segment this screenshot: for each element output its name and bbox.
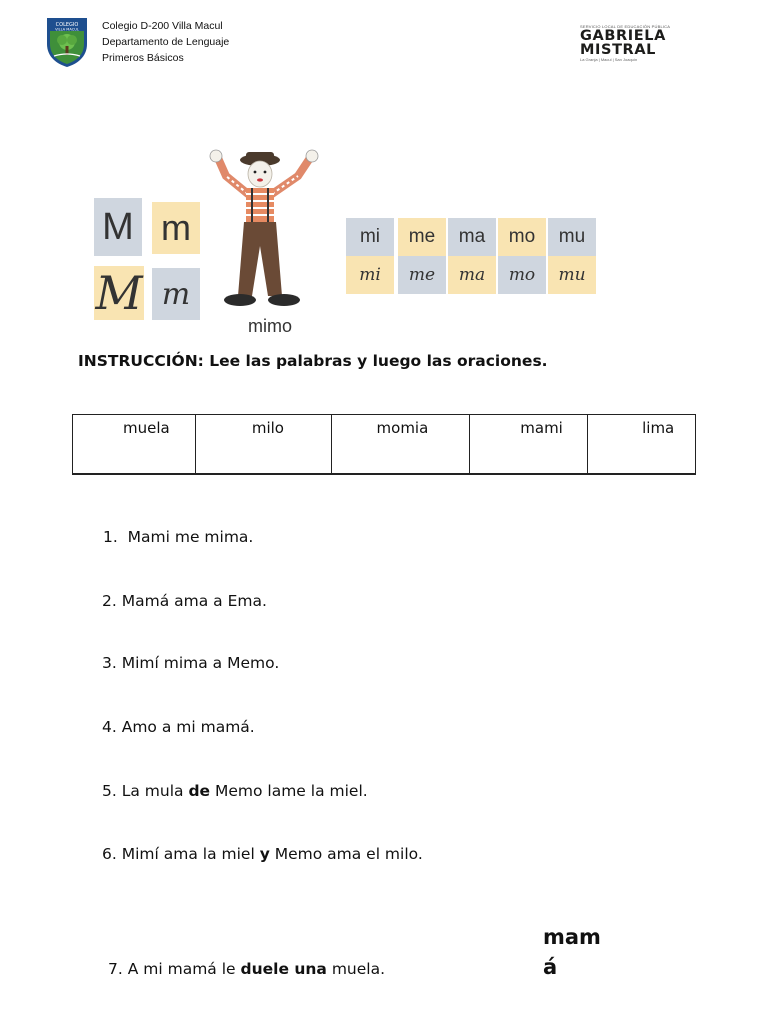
sentence-number: 3. [102,654,117,672]
syllable-print-ma: ma [448,218,496,256]
sentence-4 [102,718,255,736]
sentence-number: 7. [108,960,123,978]
crest-text-bottom: VILLA MACUL [55,27,79,32]
word-cell-muela: muela [73,415,196,475]
service-name-line1: GABRIELA [580,28,666,44]
service-communes: La Granja | Macul | San Joaquín [580,57,638,62]
syllable-cursive-ma: ma [448,256,496,294]
syllable-print-me: me [398,218,446,256]
sentence-text: Memo ama el milo. [269,845,423,863]
sentence-number: 5. [102,782,117,800]
sentence-6 [102,845,423,863]
syllable-cursive-mu: mu [548,256,596,294]
word-cell-mami: mami [470,415,588,475]
sentence-text: Mimí mima a Memo. [121,654,280,672]
sentence-number: 4. [102,718,117,736]
word-table [72,414,696,475]
sentence-text: A mi mamá le [127,960,241,978]
syllable-cursive-me: me [398,256,446,294]
side-word-mama [543,922,601,982]
education-service-logo [580,24,690,68]
school-crest-icon [44,16,90,68]
sentence-bold-word: y [259,845,270,863]
sentence-3 [102,654,279,672]
sentence-text: La mula [121,782,189,800]
grade-level: Primeros Básicos [102,52,184,64]
word-cell-momia: momia [331,415,470,475]
sentence-number: 1. [103,528,118,546]
sentence-text: Amo a mi mamá. [121,718,255,736]
syllable-print-mu: mu [548,218,596,256]
service-label: SERVICIO LOCAL DE EDUCACIÓN PÚBLICA [580,24,671,29]
letter-card-uppercase-print: M [94,198,142,256]
crest-text-top: COLEGIO [55,22,79,28]
sentence-text: Mimí ama la miel [121,845,260,863]
word-cell-lima: lima [588,415,696,475]
letter-card-uppercase-cursive: M [95,266,143,320]
sentence-2 [102,592,267,610]
instruction-text: INSTRUCCIÓN: Lee las palabras y luego las oraciones. [78,352,548,370]
syllable-print-mi: mi [346,218,394,256]
mime-illustration [200,146,340,318]
letter-card-lowercase-print: m [152,202,200,254]
service-name-line2: MISTRAL [580,42,656,58]
department-name: Departamento de Lenguaje [102,36,230,48]
school-name: Colegio D-200 Villa Macul [102,20,223,32]
sentence-text: muela. [326,960,386,978]
sentence-7 [108,960,385,978]
sentence-number: 2. [102,592,117,610]
sentence-text: Memo lame la miel. [210,782,368,800]
side-word-line2: á [543,955,558,979]
word-cell-milo: milo [195,415,331,475]
syllable-cursive-mo: mo [498,256,546,294]
side-word-line1: mam [543,925,601,949]
word-table-row [73,415,696,475]
syllable-print-mo: mo [498,218,546,256]
sentence-1 [103,528,253,546]
sentence-text: Mamá ama a Ema. [121,592,267,610]
letter-card-lowercase-cursive: m [152,268,200,320]
mime-caption: mimo [248,316,292,336]
sentence-number: 6. [102,845,117,863]
syllable-cursive-mi: mi [346,256,394,294]
sentence-5 [102,782,368,800]
sentence-text: Mami me mima. [127,528,254,546]
sentence-bold-word: de [188,782,211,800]
sentence-bold-word: duele una [240,960,327,978]
